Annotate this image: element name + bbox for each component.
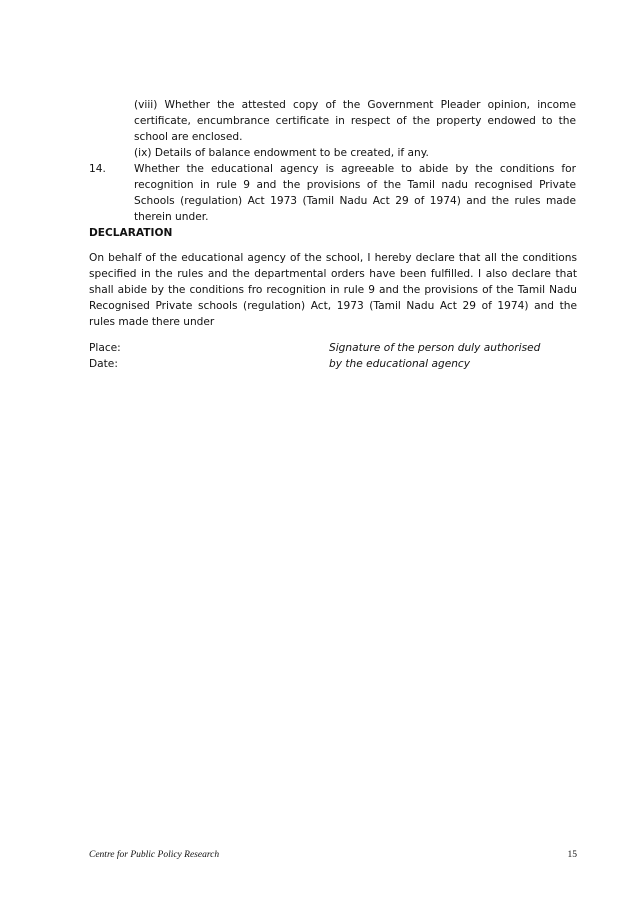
- place-label: Place:: [89, 342, 121, 354]
- signature-line-1: Signature of the person duly authorised: [329, 342, 541, 354]
- date-label: Date:: [89, 358, 118, 370]
- page-number: 15: [567, 850, 577, 860]
- signature-line-2: by the educational agency: [329, 358, 471, 370]
- item-14-text: Whether the educational agency is agreeable to abide by the conditions for recognition in rule 9 and the provisions of the Tamil nadu recognised Private Schools (regulation) Act 1973 (Tamil Nadu Act 29 of 1974) and the rules made therein under.: [134, 163, 576, 223]
- item-14-number: 14.: [89, 163, 106, 175]
- item-viii: (viii) Whether the attested copy of the Government Pleader opinion, income certificate, encumbrance certificate in respect of the property endowed to the school are enclosed.: [134, 99, 576, 143]
- declaration-text: On behalf of the educational agency of the school, I hereby declare that all the conditions specified in the rules and the departmental orders have been fulfilled. I also declare that shall abide by the conditions fro recognition in rule 9 and the provisions of the Tamil Nadu Recognised Private schools (regulation) Act, 1973 (Tamil Nadu Act 29 of 1974) and the rules made there under: [89, 252, 577, 328]
- footer-rule: [89, 844, 577, 845]
- item-ix: (ix) Details of balance endowment to be created, if any.: [134, 147, 429, 159]
- declaration-heading: DECLARATION: [89, 227, 173, 239]
- footer-organization: Centre for Public Policy Research: [89, 850, 220, 860]
